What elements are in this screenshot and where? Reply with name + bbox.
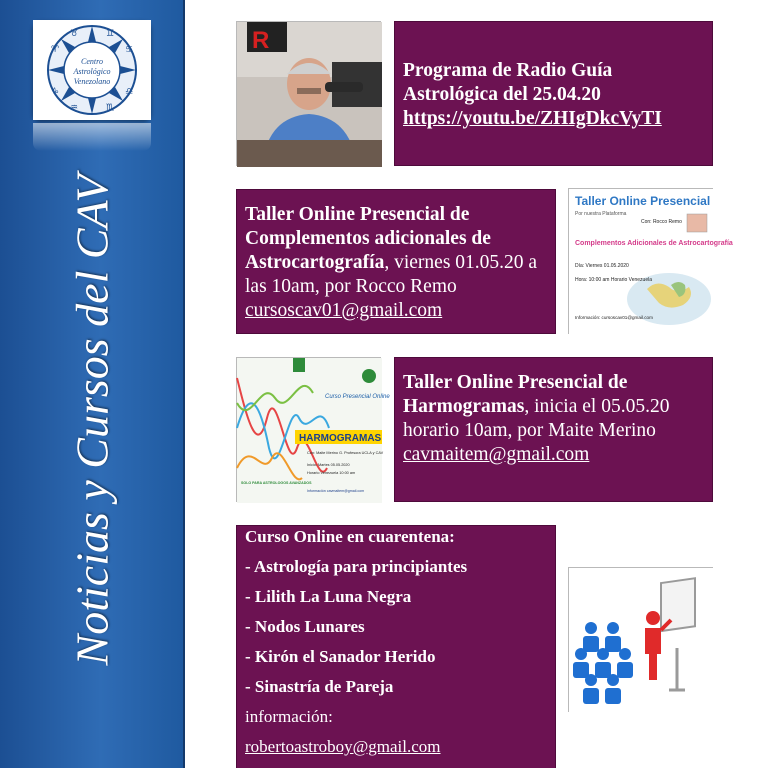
svg-text:♏: ♏ — [105, 103, 115, 113]
sidebar-title: Noticias y Cursos del CAV — [66, 174, 118, 666]
cav-logo — [33, 20, 151, 120]
course-item: - Kirón el Sanador Herido — [245, 647, 436, 666]
svg-text:♋: ♋ — [124, 45, 134, 55]
astrocartografia-details: , viernes 01.05.20 a las 10am, por Rocco Remo — [245, 252, 538, 297]
poster2-with: Con: Rocco Remo — [641, 219, 682, 225]
poster2-subtitle: Por nuestra Plataforma — [575, 211, 627, 217]
svg-text:♉: ♉ — [69, 29, 79, 39]
radio-program-title: Programa de Radio Guía Astrológica del 25.04.20 — [403, 60, 613, 105]
poster2-time: Hora: 10:00 am Horario Venezuela — [575, 277, 652, 283]
astrocartografia-poster — [568, 188, 733, 334]
astrocartografia-email[interactable]: cursoscav01@gmail.com — [245, 300, 443, 321]
svg-text:Astrológico: Astrológico — [73, 67, 111, 76]
radio-program-card — [394, 21, 713, 166]
logo-reflection — [33, 123, 151, 151]
astrocartografia-text — [245, 203, 547, 323]
classroom-illustration — [568, 567, 713, 712]
harmogramas-card — [394, 357, 713, 502]
svg-text:Centro: Centro — [81, 57, 103, 66]
poster2-info: Información: cursoscav01@gmail.com — [575, 315, 653, 320]
poster2-topic: Complementos Adicionales de Astrocartografía — [575, 240, 733, 247]
poster3-time: Horario Venezuela 10:00 am — [307, 471, 356, 475]
youtube-link[interactable]: https://youtu.be/ZHIgDkcVyTI — [403, 108, 662, 129]
svg-text:R: R — [252, 27, 270, 54]
course-item: - Sinastría de Pareja — [245, 677, 394, 696]
courses-email[interactable]: robertoastroboy@gmail.com — [245, 737, 441, 756]
svg-text:♊: ♊ — [105, 29, 115, 39]
harmogramas-poster — [236, 357, 390, 502]
poster3-teacher: Con: Maite Merino G. Profesora UCLA y CAV — [307, 451, 384, 455]
svg-text:♈: ♈ — [50, 45, 60, 55]
sidebar — [0, 0, 185, 768]
poster3-solo: SOLO PARA ASTROLOGOS AVANZADOS — [241, 481, 312, 485]
poster3-start: Inicio: Martes 05.05.2020 — [307, 463, 350, 467]
poster3-banner: HARMOGRAMAS — [299, 433, 382, 444]
zodiac-wheel-icon — [33, 20, 151, 120]
course-item: - Lilith La Luna Negra — [245, 587, 412, 606]
presentation-icon — [569, 568, 714, 713]
svg-text:♒: ♒ — [69, 103, 79, 113]
courses-heading: Curso Online en cuarentena: — [245, 527, 455, 546]
poster3-title: Curso Presencial Online — [325, 394, 390, 400]
svg-text:♎: ♎ — [124, 87, 134, 97]
poster2-date: Día: Viernes 01.05.2020 — [575, 263, 629, 269]
svg-text:Venezolano: Venezolano — [73, 77, 111, 86]
harmogramas-title: Taller Online Presencial de Harmogramas — [403, 372, 628, 417]
harmogramas-text — [403, 371, 704, 467]
poster3-info: Información cavmaitem@gmail.com — [307, 489, 365, 493]
astrocartografia-card — [236, 189, 556, 334]
harmogramas-details: , inicia el 05.05.20 horario 10am, por Maite Merino — [403, 396, 670, 441]
radio-host-photo — [236, 21, 381, 166]
course-item: - Nodos Lunares — [245, 617, 365, 636]
harmogramas-email[interactable]: cavmaitem@gmail.com — [403, 444, 590, 465]
online-courses-card — [236, 525, 556, 768]
course-item: - Astrología para principiantes — [245, 557, 468, 576]
svg-text:♑: ♑ — [50, 87, 60, 97]
poster2-title: Taller Online Presencial — [575, 194, 711, 208]
courses-info-label: información: — [245, 707, 333, 726]
astrocartografia-title: Taller Online Presencial de Complementos adicionales de Astrocartografía — [245, 204, 491, 273]
